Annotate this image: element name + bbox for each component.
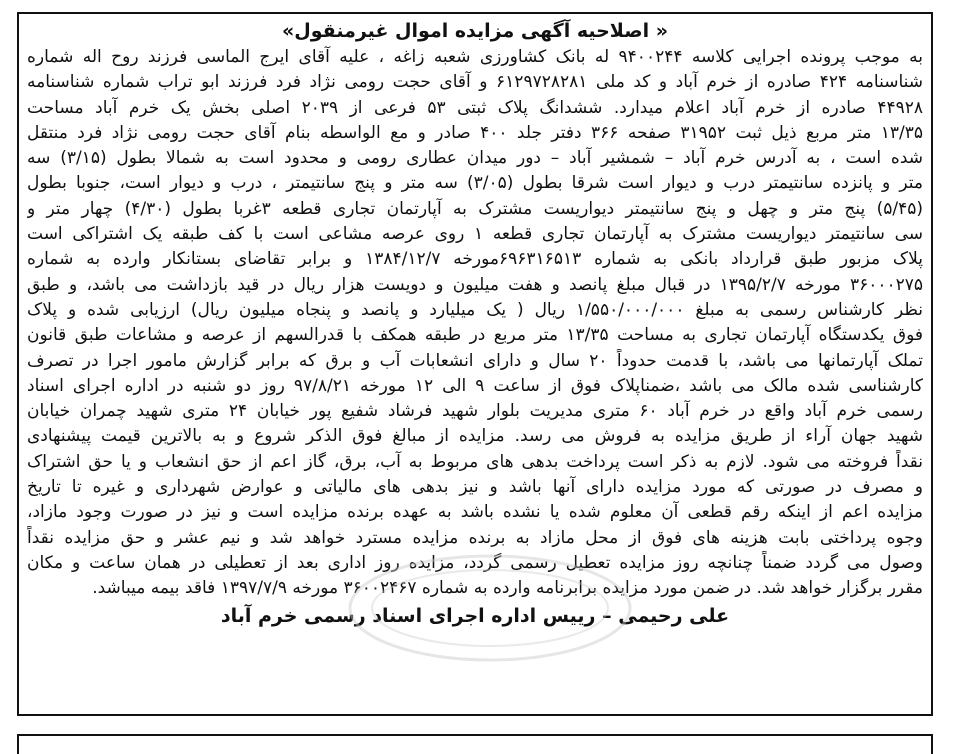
notice-line: سی سانتیمتر دیواریست مشترک به آپارتمان تجاری قطعه ۱ روی عرصه مشاعی است با کف طبقه یک اشتراکی است [27,224,923,245]
notice-line: وجوه پرداختی بابت هزینه های فوق از محل مازاد به برنده مزایده مسترد خواهد شد و نیم عشر و حق مزایده نقداً [27,527,923,548]
notice-line: متر و پانزده سانتیمتر درب و دیوار است شرقا بطول (۳/۰۵) سه متر و پنج سانتیمتر ، درب و دیوار است، جنوبا بطول [27,173,923,194]
notice-line: و مصرف در صورتی که مورد مزایده دارای آنها باشد و نیز بدهی های مالیاتی و عوارض شهرداری و غیره تا تاریخ [27,477,923,498]
notice-line: تملک آپارتمانها می باشد، با قدمت حدوداً ۲۰ سال و دارای انشعابات آب و برق که برابر گزارش مامور اجرا در تصرف [27,350,923,371]
notice-line: ۱۳/۳۵ متر مربع ذیل ثبت ۳۱۹۵۲ صفحه ۳۶۶ دفتر جلد ۴۰۰ صادر و مع الواسطه بنام آقای حجت رومی نژاد فرد منتقل [27,122,923,143]
notice-line: (۵/۴۵) پنج متر و چهل و پنج سانتیمتر دیواریست مشترک به آپارتمان تجاری قطعه ۳غربا بطول (۴/۳۰) چهار متر و [27,198,923,219]
notice-line: شده است ، به آدرس خرم آباد – شمشیر آباد – دور میدان عطاری رومی و محدود است به شمالا بطول (۳/۱۵) سه [27,148,923,169]
notice-title: « اصلاحیه آگهی مزایده اموال غیرمنقول» [282,20,668,42]
notice-line: نقداً فروخته می شود. لازم به ذکر است پرداخت بدهی های مربوط به آب، برق، گاز اعم از حق انشعاب و یا حق اشتراک [27,451,923,472]
notice-line: کارشناسی شده مالک می باشد ،ضمناپلاک فوق از ساعت ۹ الی ۱۲ مورخه ۹۷/۸/۲۱ روز دو شنبه در اداره اجرای اسناد [27,375,923,396]
notice-line: ۴۴۹۲۸ صادره از خرم آباد اعلام میدارد. ششدانگ پلاک ثبتی ۵۳ فرعی از ۲۰۳۹ اصلی بخش یک خرم آباد مساحت [27,97,923,118]
notice-line: نظر کارشناس رسمی به مبلغ ۱/۵۵۰/۰۰۰/۰۰۰ ریال ( یک میلیارد و پانصد و پنجاه میلیون ریال) ارزیابی شده و پلاک [27,299,923,320]
notice-frame [17,12,933,716]
notice-line: ۳۶۰۰۰۲۷۵ مورخه ۱۳۹۵/۲/۷ در قبال مبلغ پانصد و هفت میلیون و دویست هزار ریال در قید بازداشت می باشد، و طبق [27,274,923,295]
notice-line: به موجب پرونده اجرایی کلاسه ۹۴۰۰۲۴۴ له بانک کشاورزی شعبه زاغه ، علیه آقای ایرج الماسی فرزند روح اله شماره [27,47,923,67]
notice-line: شهید جهان آراء از طریق مزایده به فروش می رسد. مزایده از مبالغ فوق الذکر شروع و به بالاترین قیمت پیشنهادی [27,426,923,447]
notice-line: رسمی خرم آباد واقع در خرم آباد ۶۰ متری مدیریت بلوار شهید فرشاد شفیع پور خیابان ۲۴ متری شهید چمران خیابان [27,401,923,422]
notice-signature: علی رحیمی – رییس اداره اجرای اسناد رسمی خرم آباد [220,604,730,627]
notice-line: مزایده اعم از اینکه رقم قطعی آن معلوم شده یا نشده باشد به عهده برنده مزایده است و نیز در صورت وجود مازاد، [27,502,923,523]
notice-line: پلاک مزبور طبق قرارداد بانکی به شماره ۶۹۶۳۱۶۵۱۳مورخه ۱۳۸۴/۱۲/۷ و برابر تقاضای بستانکار وارده به شماره [27,249,923,270]
notice-line: شناسنامه ۴۲۴ صادره از خرم آباد و کد ملی ۶۱۲۹۷۲۸۲۸۱ و آقای حجت رومی نژاد فرد فرزند ابو تراب شماره شناسنامه [27,72,923,93]
next-notice-frame [17,734,933,754]
notice-line: وصول می گردد ضمناً چنانچه روز مزایده تعطیل رسمی گردد، مزایده روز اداری بعد از تعطیلی در همان ساعت و مکان [27,552,923,573]
notice-body [19,45,931,602]
notice-line: فوق یکدستگاه آپارتمان تجاری به مساحت ۱۳/۳۵ متر مربع در طبقه همکف با قدرالسهم از عرصه و مشاعات طبق قانون [27,325,923,346]
notice-line: مقرر برگزار خواهد شد. در ضمن مورد مزایده برابرنامه وارده به شماره ۳۶۰۰۲۴۶۷ مورخه ۱۳۹۷/۷/۹ فاقد بیمه میباشد. [92,578,923,599]
